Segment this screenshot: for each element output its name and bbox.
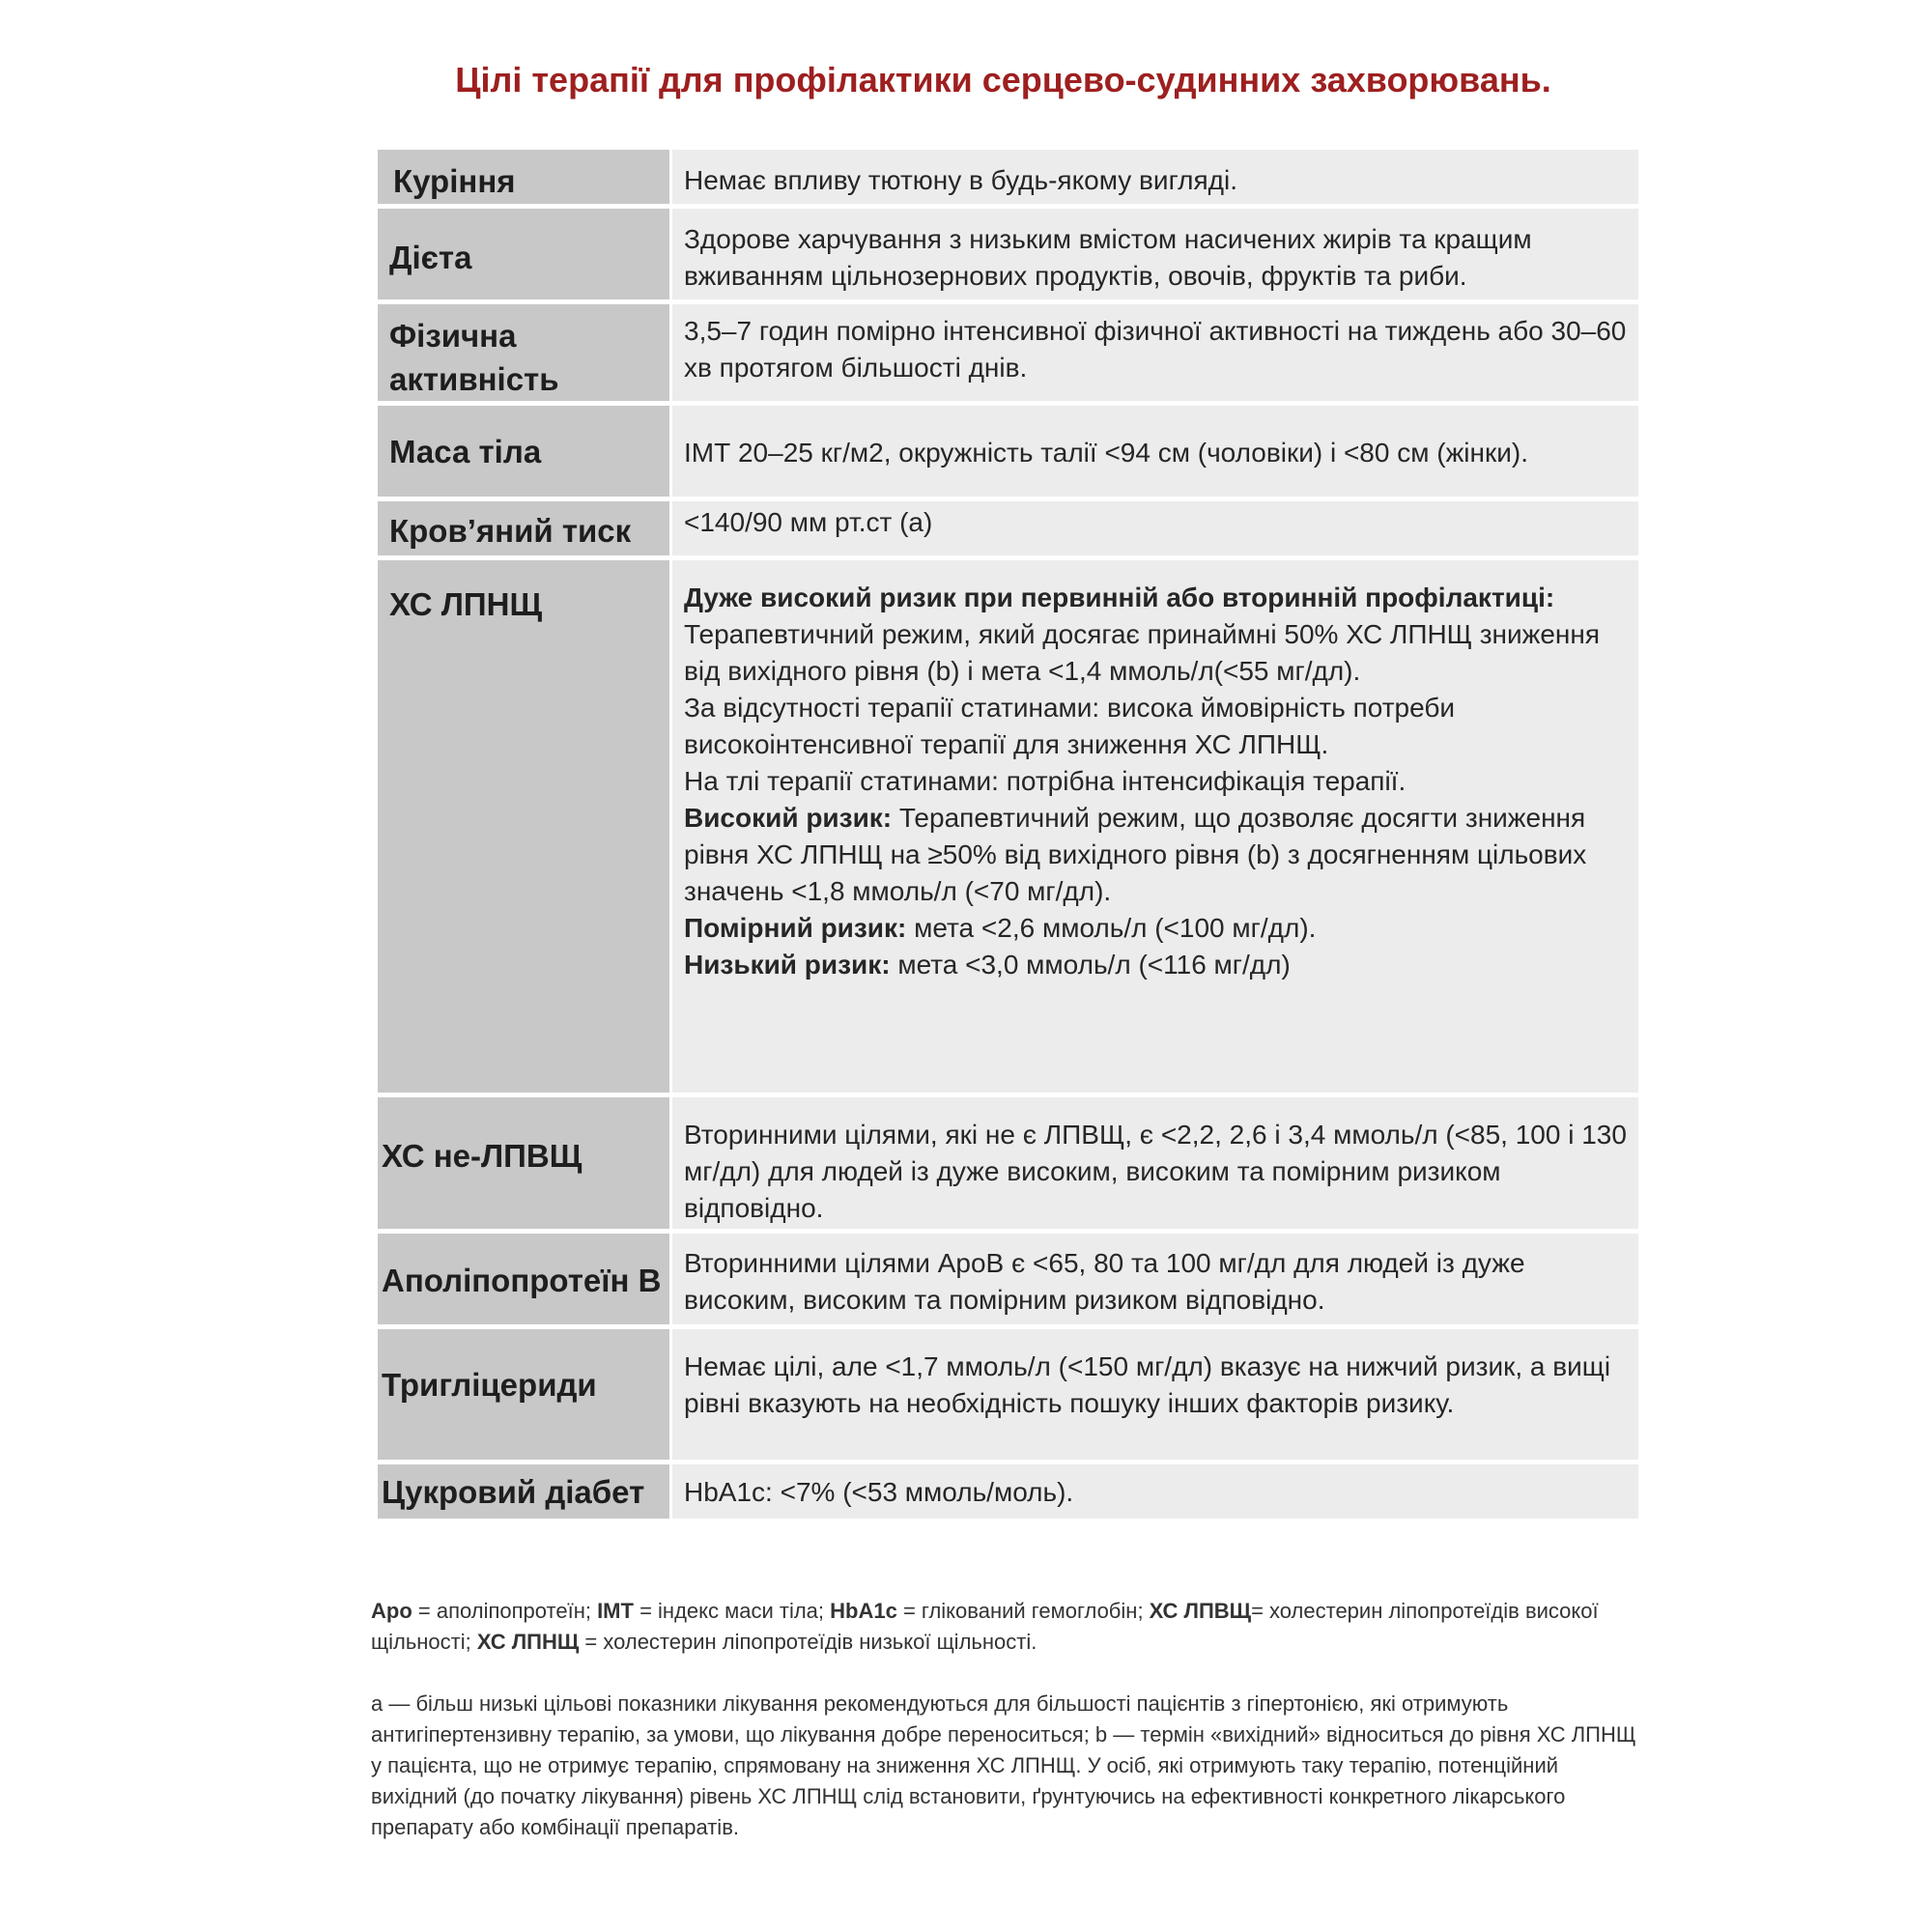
table-row <box>378 1329 1638 1464</box>
abbr-term: ХС ЛПВЩ <box>1149 1599 1252 1623</box>
row-label-triglycerides: Тригліцериди <box>378 1329 672 1464</box>
table-row <box>378 406 1638 501</box>
footnotes <box>371 1596 1646 1843</box>
abbreviations <box>371 1596 1646 1658</box>
ldl-high-heading: Високий ризик: <box>684 803 893 833</box>
row-label-body-mass: Маса тіла <box>378 406 672 501</box>
therapy-goals-table <box>378 150 1638 1523</box>
row-label-non-hdl: ХС не-ЛПВЩ <box>378 1097 672 1234</box>
row-value-apob: Вторинними цілями ApoB є <65, 80 та 100 мг/дл для людей із дуже високим, високим та помірним ризиком відповідно. <box>672 1234 1638 1329</box>
ldl-low-risk <box>684 947 1631 983</box>
row-label-blood-pressure: Кров’яний тиск <box>378 501 672 560</box>
row-label-ldl: ХС ЛПНЩ <box>378 560 672 1097</box>
table-row <box>378 1097 1638 1234</box>
abbr-def: = глікований гемоглобін; <box>896 1599 1150 1623</box>
table-row <box>378 501 1638 560</box>
table-row <box>378 304 1638 406</box>
row-value-smoking: Немає впливу тютюну в будь-якому вигляді. <box>672 150 1638 209</box>
abbr-term: Apo <box>371 1599 412 1623</box>
row-value-non-hdl: Вторинними цілями, які не є ЛПВЩ, є <2,2, 2,6 і 3,4 ммоль/л (<85, 100 і 130 мг/дл) для людей із дуже високим, високим та помірним ризиком відповідно. <box>672 1097 1638 1234</box>
ldl-moderate-risk <box>684 910 1631 947</box>
ldl-low-heading: Низький ризик: <box>684 950 891 980</box>
row-label-diet: Дієта <box>378 209 672 304</box>
row-value-physical-activity: 3,5–7 годин помірно інтенсивної фізичної активності на тиждень або 30–60 хв протягом більшості днів. <box>672 304 1638 406</box>
table-row <box>378 150 1638 209</box>
row-value-triglycerides: Немає цілі, але <1,7 ммоль/л (<150 мг/дл) вказує на нижчий ризик, а вищі рівні вказують на необхідність пошуку інших факторів ризику. <box>672 1329 1638 1464</box>
ldl-on-statins-text: На тлі терапії статинами: потрібна інтенсифікація терапії. <box>684 766 1406 796</box>
notes-text: a — більш низькі цільові показники лікування рекомендуються для більшості пацієнтів з гіпертонією, які отримують антигіпертензивну терапію, за умови, що лікування добре переноситься; b — термін «вихідний» відноситься до рівня ХС ЛПНЩ у пацієнта, що не отримує терапію, спрямовану на зниження ХС ЛПНЩ. У осіб, які отримують таку терапію, потенційний вихідний (до початку лікування) рівень ХС ЛПНЩ слід встановити, ґрунтуючись на ефективності конкретного лікарського препарату або комбінації препаратів. <box>371 1691 1636 1839</box>
row-label-apob: Аполіпопротеїн B <box>378 1234 672 1329</box>
row-label-physical-activity: Фізична активність <box>378 304 672 406</box>
row-value-diet: Здорове харчування з низьким вмістом насичених жирів та кращим вживанням цільнозернових продуктів, овочів, фруктів та риби. <box>672 209 1638 304</box>
table-row <box>378 560 1638 1097</box>
table-row <box>378 1464 1638 1523</box>
row-value-diabetes: HbA1c: <7% (<53 ммоль/моль). <box>672 1464 1638 1523</box>
table-row <box>378 209 1638 304</box>
row-value-ldl <box>672 560 1638 1097</box>
ldl-very-high-text: Терапевтичний режим, який досягає принаймні 50% ХС ЛПНЩ зниження від вихідного рівня (b) і мета <1,4 ммоль/л(<55 мг/дл). <box>684 619 1601 686</box>
row-value-body-mass: ІМТ 20–25 кг/м2, окружність талії <94 см (чоловіки) і <80 см (жінки). <box>672 406 1638 501</box>
ldl-high-text: Терапевтичний режим, що дозволяє досягти зниження рівня ХС ЛПНЩ на ≥50% від вихідного рівня (b) з досягненням цільових значень <1,8 ммоль/л (<70 мг/дл). <box>684 803 1587 906</box>
abbr-term: HbA1c <box>830 1599 897 1623</box>
abbr-def: = холестерин ліпопротеїдів високої щільності; <box>371 1599 1599 1654</box>
abbr-def: = індекс маси тіла; <box>633 1599 831 1623</box>
page-title: Цілі терапії для профілактики серцево-судинних захворювань. <box>455 60 1551 99</box>
table-row <box>378 1234 1638 1329</box>
row-value-blood-pressure: <140/90 мм рт.ст (a) <box>672 501 1638 560</box>
abbr-term: ХС ЛПНЩ <box>476 1630 580 1654</box>
abbr-def: = холестерин ліпопротеїдів низької щільності. <box>579 1630 1037 1654</box>
ldl-no-statins-text: За відсутності терапії статинами: висока ймовірність потреби високоінтенсивної терапії для зниження ХС ЛПНЩ. <box>684 693 1456 759</box>
row-label-smoking: Куріння <box>378 150 672 209</box>
row-label-diabetes: Цукровий діабет <box>378 1464 672 1523</box>
ldl-low-text: мета <3,0 ммоль/л (<116 мг/дл) <box>890 950 1291 980</box>
ldl-very-high-heading: Дуже високий ризик при первинній або вторинній профілактиці: <box>684 582 1555 612</box>
spacer <box>371 1658 1646 1689</box>
ldl-moderate-text: мета <2,6 ммоль/л (<100 мг/дл). <box>906 913 1317 943</box>
abbr-term: ІМТ <box>597 1599 634 1623</box>
ldl-high-risk <box>684 800 1631 910</box>
ldl-moderate-heading: Помірний ризик: <box>684 913 907 943</box>
abbr-def: = аполіпопротеїн; <box>412 1599 598 1623</box>
